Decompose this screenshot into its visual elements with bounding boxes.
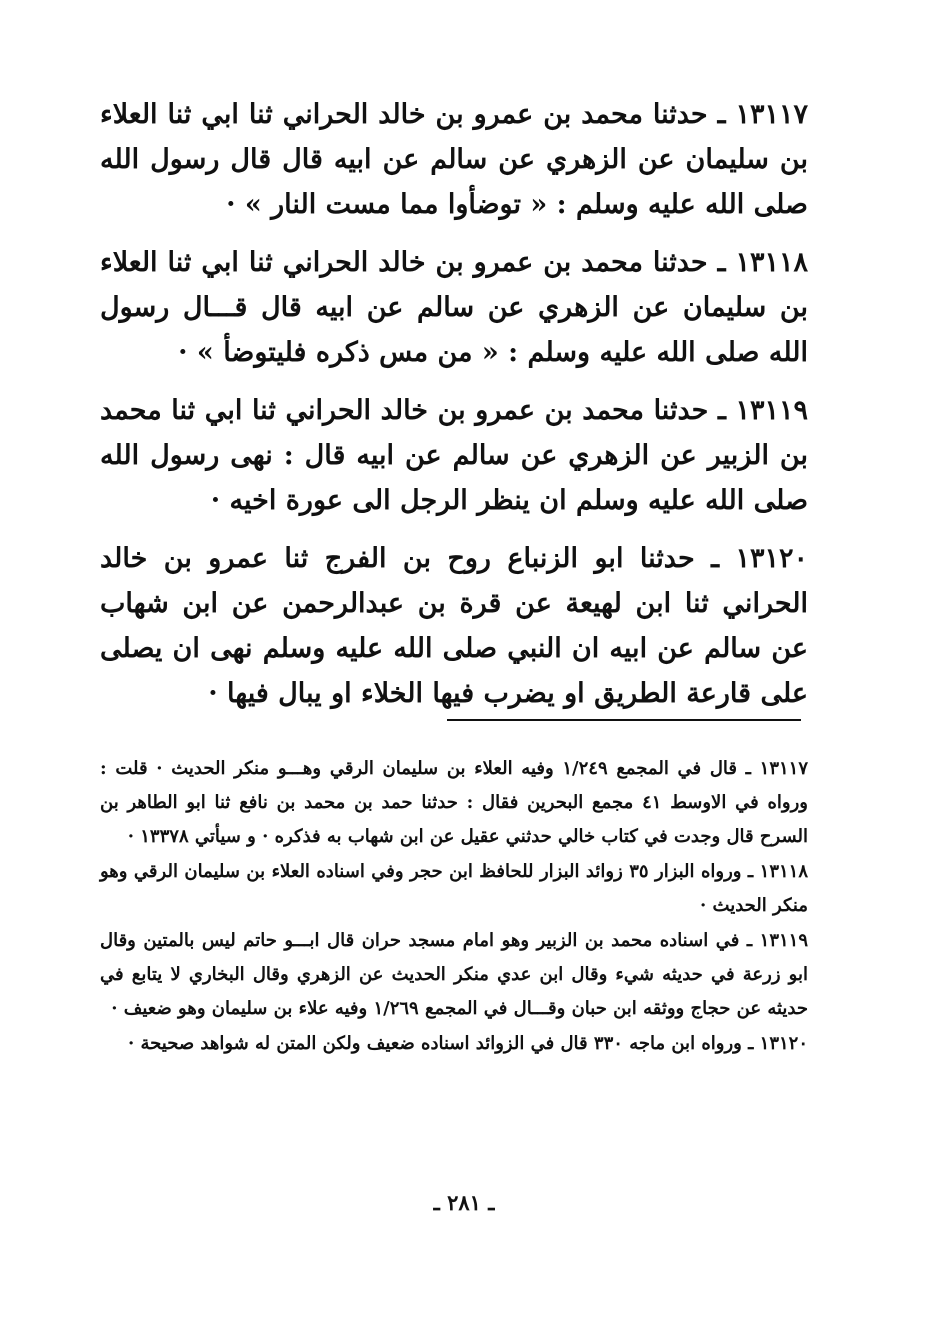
hadith-13119: ١٣١١٩ ـ حدثنا محمد بن عمرو بن خالد الحراني ثنا ابي ثنا محمد بن الزبير عن الزهري عن سالم عن ابيه قال : نهى رسول الله صلى الله عليه وسلم ان ينظر الرجل الى عورة اخيه · <box>100 395 808 516</box>
hadith-13117: ١٣١١٧ ـ حدثنا محمد بن عمرو بن خالد الحراني ثنا ابي ثنا العلاء بن سليمان عن الزهري عن سالم عن ابيه قال قال رسول الله صلى الله عليه وسلم : « توضأوا مما مست النار » · <box>100 99 808 220</box>
footnotes-section <box>100 752 808 1062</box>
footnote-13117: ١٣١١٧ ـ قال في المجمع ١/٢٤٩ وفيه العلاء بن سليمان الرقي وهـــو منكر الحديث · قلت : ورواه في الاوسط ٤١ مجمع البحرين فقال : حدثنا حمد بن محمد بن نافع ثنا ابو الطاهر بن السرح قال وجدت في كتاب خالي حدثني عقيل عن ابن شهاب به فذكره · و سيأتي ١٣٣٧٨ · <box>100 758 809 847</box>
footnote-divider <box>447 719 801 721</box>
footnote-13118: ١٣١١٨ ـ ورواه البزار ٣٥ زوائد البزار للحافظ ابن حجر وفي اسناده العلاء بن سليمان الرقي وهو منكر الحديث · <box>100 861 808 916</box>
hadith-13118: ١٣١١٨ ـ حدثنا محمد بن عمرو بن خالد الحراني ثنا ابي ثنا العلاء بن سليمان عن الزهري عن سالم عن ابيه قال قـــال رسول الله صلى الله عليه وسلم : « من مس ذكره فليتوضأ » · <box>100 247 808 368</box>
footnote-13119: ١٣١١٩ ـ في اسناده محمد بن الزبير وهو امام مسجد حران قال ابـــو حاتم ليس بالمتين وقال ابو زرعة في حديثه شيء وقال ابن عدي منكر الحديث عن الزهري وقال البخاري لا يتابع في حديثه عن حجاج ووثقه ابن حبان وقـــال في المجمع ١/٢٦٩ وفيه علاء بن سليمان وهو ضعيف · <box>100 930 808 1019</box>
footnote-13120: ١٣١٢٠ ـ ورواه ابن ماجه ٣٣٠ قال في الزوائد اسناده ضعيف ولكن المتن له شواهد صحيحة · <box>127 1033 808 1054</box>
hadith-13120: ١٣١٢٠ ـ حدثنا ابو الزنباع روح بن الفرج ثنا عمرو بن خالد الحراني ثنا ابن لهيعة عن قرة بن عبدالرحمن عن ابن شهاب عن سالم عن ابيه ان النبي صلى الله عليه وسلم نهى ان يصلى على قارعة الطريق او يضرب فيها الخلاء او يبال فيها · <box>100 543 808 709</box>
page-number: ـ ٢٨١ ـ <box>433 1190 495 1215</box>
hadith-section <box>100 92 808 729</box>
